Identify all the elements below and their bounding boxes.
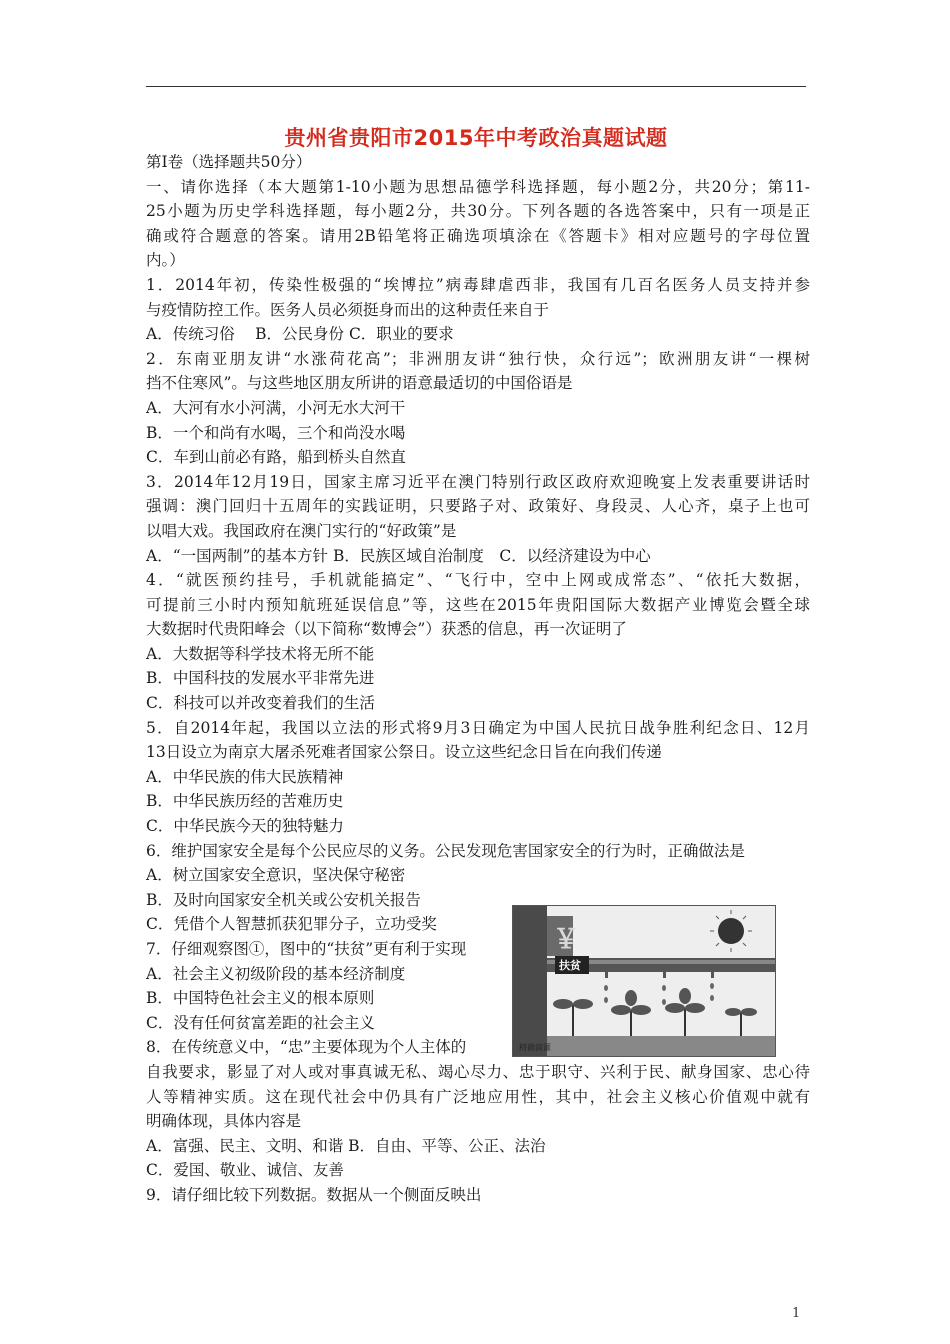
text-line: 挡不住寒风”。与这些地区朋友所讲的语意最适切的中国俗语是 <box>146 374 573 393</box>
text-line: 明确体现，具体内容是 <box>146 1112 302 1131</box>
page-title: 贵州省贵阳市2015年中考政治真题试题 <box>284 126 668 150</box>
text-line: A．社会主义初级阶段的基本经济制度 <box>146 964 406 983</box>
text-line: A．“一国两制”的基本方针 B．民族区域自治制度 C．以经济建设为中心 <box>146 546 651 565</box>
text-line: C．中华民族今天的独特魅力 <box>146 817 344 836</box>
text-line: A．大河有水小河满，小河无水大河干 <box>146 398 406 417</box>
text-line: B．一个和尚有水喝，三个和尚没水喝 <box>146 423 406 442</box>
text-line: 5．自2014年起，我国以立法的形式将9月3日确定为中国人民抗日战争胜利纪念日、12月 <box>146 718 810 737</box>
text-line: B．中华民族历经的苦难历史 <box>146 792 344 811</box>
poverty-alleviation-cartoon <box>512 905 776 1057</box>
text-line: 4．“就医预约挂号，手机就能搞定”、“飞行中，空中上网或成常态”、“依托大数据， <box>146 571 810 590</box>
text-line: 大数据时代贵阳峰会（以下简称“数博会”）获悉的信息，再一次证明了 <box>146 620 627 639</box>
text-line: A．树立国家安全意识，坚决保守秘密 <box>146 866 406 885</box>
header-rule <box>146 86 806 87</box>
text-line: 9．请仔细比较下列数据。数据从一个侧面反映出 <box>146 1185 482 1204</box>
text-line: C．科技可以并改变着我们的生活 <box>146 694 375 713</box>
text-line: 6．维护国家安全是每个公民应尽的义务。公民发现危害国家安全的行为时，正确做法是 <box>146 841 745 860</box>
pipe-label: 扶贫 <box>559 959 581 972</box>
text-line: 7．仔细观察图①，图中的“扶贫”更有利于实现 <box>146 940 467 958</box>
text-line: 2．东南亚朋友讲“水涨荷花高”；非洲朋友讲“独行快，众行远”；欧洲朋友讲“一棵树 <box>146 349 810 368</box>
text-line: 一、请你选择（本大题第1-10小题为思想品德学科选择题，每小题2分，共20分；第11- <box>146 177 810 196</box>
text-line: B．中国科技的发展水平非常先进 <box>146 669 375 688</box>
text-line: 第Ⅰ卷（选择题共50分） <box>146 153 312 171</box>
text-line: 确或符合题意的答案。请用2B铅笔将正确选项填涂在《答题卡》相对应题号的字母位置 <box>146 226 810 245</box>
text-line: 自我要求，影显了对人或对事真诚无私、竭心尽力、忠于职守、兴利于民、献身国家、忠心待 <box>146 1062 810 1081</box>
text-line: A．大数据等科学技术将无所不能 <box>146 644 375 663</box>
page-number: 1 <box>792 1306 801 1321</box>
text-line: A．中华民族的伟大民族精神 <box>146 767 344 786</box>
text-line: 1．2014年初，传染性极强的“埃博拉”病毒肆虐西非，我国有几百名医务人员支持并参 <box>146 275 810 294</box>
yuan-sign-icon: ￥ <box>553 925 580 955</box>
text-line: C．凭借个人智慧抓获犯罪分子，立功受奖 <box>146 915 437 934</box>
text-line: 8．在传统意义中，“忠”主要体现为个人主体的 <box>146 1038 467 1057</box>
text-line: 可提前三小时内预知航班延误信息”等，这些在2015年贵阳国际大数据产业博览会暨全球 <box>146 595 810 614</box>
text-line: B．中国特色社会主义的根本原则 <box>146 989 375 1008</box>
text-line: A．富强、民主、文明、和谐 B．自由、平等、公正、法治 <box>146 1136 546 1155</box>
text-line: 内。） <box>146 251 185 270</box>
text-line: 3．2014年12月19日，国家主席习近平在澳门特别行政区政府欢迎晚宴上发表重要讲话时 <box>146 472 810 491</box>
text-line: C．爱国、敬业、诚信、友善 <box>146 1161 344 1180</box>
text-line: A．传统习俗 B．公民身份 C．职业的要求 <box>146 325 454 344</box>
text-line: C．车到山前必有路，船到桥头自然直 <box>146 448 406 467</box>
text-line: 人等精神实质。这在现代社会中仍具有广泛地应用性，其中，社会主义核心价值观中就有 <box>146 1087 810 1106</box>
text-line: 与疫情防控工作。医务人员必须挺身而出的这种责任来自于 <box>146 300 550 319</box>
text-line: 强调：澳门回归十五周年的实践证明，只要路子对、政策好、身段灵、人心齐，桌子上也可 <box>146 497 810 516</box>
figure-caption: 精确滴灌 <box>519 1043 551 1052</box>
text-line: 25小题为历史学科选择题，每小题2分，共30分。下列各题的各选答案中，只有一项是正 <box>146 202 810 221</box>
text-line: B．及时向国家安全机关或公安机关报告 <box>146 890 421 909</box>
text-line: 以唱大戏。我国政府在澳门实行的“好政策”是 <box>146 521 457 540</box>
text-line: C．没有任何贫富差距的社会主义 <box>146 1013 375 1032</box>
cartoon-drawing <box>513 906 775 1056</box>
text-line: 13日设立为南京大屠杀死难者国家公祭日。设立这些纪念日旨在向我们传递 <box>146 743 662 762</box>
